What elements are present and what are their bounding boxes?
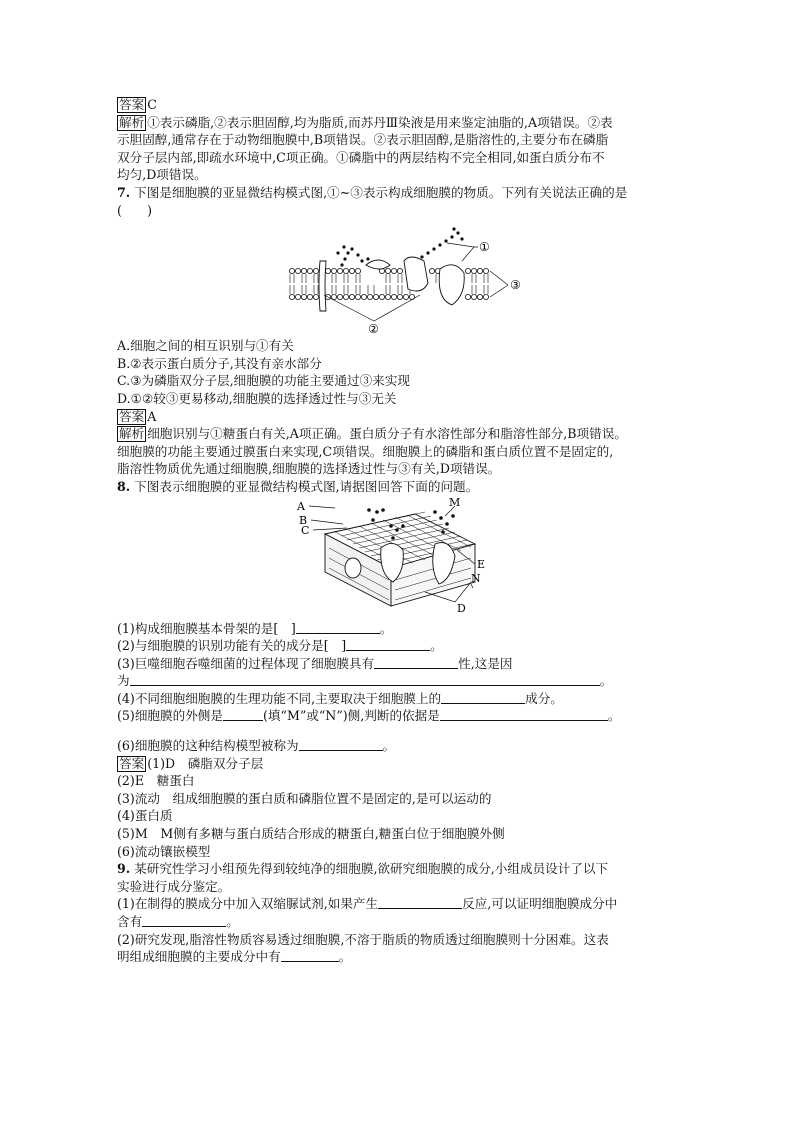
- q6-answer: C: [147, 97, 157, 112]
- answer-blank[interactable]: [378, 896, 462, 909]
- figure-label-d: D: [457, 601, 466, 615]
- figure-label-c: C: [301, 523, 310, 537]
- q8-answer-line: [117, 755, 682, 773]
- answer-tag: 答案: [119, 97, 145, 112]
- q9-sub2: (2)研究发现,脂溶性物质容易透过细胞膜,不溶于脂质的物质透过细胞膜则十分困难。这表: [117, 931, 609, 947]
- exam-page: [117, 96, 682, 966]
- q7-analysis-text: 细胞识别与①糖蛋白有关,A项正确。蛋白质分子有水溶性部分和脂溶性部分,B项错误。: [147, 426, 627, 442]
- q8-sub2-text: (2)与细胞膜的识别功能有关的成分是[ ]: [117, 638, 347, 654]
- q8-stem-text: 下图表示细胞膜的亚显微结构模式图,请据图回答下面的问题。: [134, 478, 479, 494]
- q8-sub3-text: (3)巨噬细胞吞噬细菌的过程体现了细胞膜具有: [117, 655, 375, 671]
- q8-sub4: [117, 690, 682, 708]
- answer-blank[interactable]: [374, 656, 458, 669]
- answer-blank[interactable]: [296, 621, 380, 634]
- answer-blank[interactable]: [299, 738, 383, 751]
- answer-blank[interactable]: [441, 691, 525, 704]
- q8-stem: [117, 478, 682, 496]
- protein-left: [319, 261, 326, 311]
- answer-blank[interactable]: [142, 914, 226, 927]
- analysis-tag: 解析: [119, 114, 145, 130]
- q9-sub1-end: 。: [226, 914, 239, 929]
- q8-sub3-line2-text: 为: [117, 673, 130, 689]
- figure-label-n: N: [471, 571, 481, 585]
- answer-tag: 答案: [119, 755, 145, 771]
- q8-sub6: [117, 737, 682, 755]
- figure-label-2: ②: [368, 322, 379, 336]
- q9-sub1: [117, 895, 682, 913]
- q9-sub1-text: (1)在制得的膜成分中加入双缩脲试剂,如果产生: [117, 896, 379, 912]
- q6-analysis-line: [117, 114, 682, 132]
- q7-analysis-line: [117, 425, 682, 443]
- q8-sub3-end: 。: [599, 673, 613, 689]
- q9-stem-line2: 实验进行成分鉴定。: [117, 878, 231, 894]
- q8-sub2-end: 。: [430, 638, 443, 654]
- q8-sub2: [117, 637, 682, 655]
- q8-sub3-mid: 性,这是因: [458, 655, 513, 671]
- q8-sub6-end: 。: [382, 738, 396, 754]
- protein-a: [345, 558, 361, 578]
- q9-sub2-end: 。: [338, 949, 352, 965]
- cell-membrane-figure-1: [282, 225, 522, 335]
- analysis-tag: 解析: [119, 426, 145, 442]
- q7-stem-text: 下图是细胞膜的亚显微结构模式图,①~③表示构成细胞膜的物质。下列有关说法正确的是: [134, 184, 628, 200]
- q8-sub3: [117, 655, 682, 673]
- q9-stem: [117, 860, 682, 878]
- answer-blank[interactable]: [130, 673, 600, 686]
- figure-label-b: B: [299, 513, 308, 527]
- figure-label-e: E: [477, 557, 486, 571]
- q8-sub4-text: (4)不同细胞细胞膜的生理功能不同,主要取决于细胞膜上的: [117, 690, 442, 706]
- q8-sub5-mid: (填“M”或“N”)侧,判断的依据是: [263, 708, 440, 724]
- glycan-chain-left: [336, 246, 369, 267]
- answer-blank[interactable]: [346, 638, 430, 651]
- q8-sub1-text: (1)构成细胞膜基本骨架的是[ ]: [117, 620, 296, 636]
- q7-option-a: A.细胞之间的相互识别与①有关: [117, 338, 294, 354]
- q8-sub1-end: 。: [379, 620, 393, 636]
- q8-answer-4: (4)蛋白质: [117, 808, 173, 824]
- q7-analysis-text: 细胞膜的功能主要通过膜蛋白来实现,C项错误。细胞膜上的磷脂和蛋白质位置不是固定的,: [117, 443, 614, 459]
- protein-right: [439, 265, 464, 305]
- glycan-chain-right: [420, 228, 463, 259]
- q9-number: 9.: [117, 861, 131, 877]
- q6-analysis-text: 均匀,D项错误。: [117, 167, 207, 183]
- q8-answer-2: (2)E 糖蛋白: [117, 773, 195, 789]
- answer-blank[interactable]: [440, 708, 608, 721]
- q9-sub2-line2: [117, 948, 682, 966]
- q8-answer-1: (1)D 磷脂双分子层: [147, 755, 264, 771]
- q6-analysis-text: ①表示磷脂,②表示胆固醇,均为脂质,而苏丹Ⅲ染液是用来鉴定油脂的,A项错误。②表: [147, 114, 613, 130]
- q7-analysis-text: 脂溶性物质优先通过细胞膜,细胞膜的选择透过性与③有关,D项错误。: [117, 461, 501, 477]
- q7-option-d: D.①②较③更易移动,细胞膜的选择透过性与③无关: [117, 390, 397, 406]
- q9-sub1-line2-text: 含有: [117, 914, 143, 929]
- figure-label-1: ①: [479, 240, 490, 255]
- figure-label-3: ③: [510, 278, 521, 293]
- answer-blank[interactable]: [223, 708, 263, 721]
- q6-analysis-text: 双分子层内部,即疏水环境中,C项正确。①磷脂中的两层结构不完全相同,如蛋白质分布不: [117, 149, 605, 165]
- cell-membrane-figure-2: [295, 498, 505, 616]
- answer-blank[interactable]: [281, 949, 339, 962]
- q8-sub4-end: 成分。: [525, 690, 563, 706]
- answer-tag: 答案: [119, 408, 145, 424]
- figure-label-a: A: [297, 499, 305, 513]
- q8-sub5: [117, 707, 682, 725]
- q7-option-b: B.②表示蛋白质分子,其没有亲水部分: [117, 355, 322, 371]
- q7-answer: A: [147, 408, 157, 424]
- q6-analysis-text: 示胆固醇,通常存在于动物细胞膜中,B项错误。②表示胆固醇,是脂溶性的,主要分布在磷脂: [117, 132, 609, 148]
- protein-top: [366, 260, 390, 269]
- q8-sub5-text: (5)细胞膜的外侧是: [117, 708, 223, 724]
- q9-sub1-line2: [117, 913, 682, 931]
- q8-answer-6: (6)流动镶嵌模型: [117, 843, 211, 859]
- q9-sub1-mid: 反应,可以证明细胞膜成分中: [462, 896, 618, 912]
- q7-answer-line: [117, 408, 682, 426]
- q8-sub5-end: 。: [607, 708, 621, 724]
- q7-stem: [117, 184, 682, 202]
- q8-answer-3: (3)流动 组成细胞膜的蛋白质和磷脂位置不是固定的,是可以运动的: [117, 790, 492, 806]
- q7-option-c: C.③为磷脂双分子层,细胞膜的功能主要通过③来实现: [117, 373, 410, 389]
- q8-sub1: [117, 620, 682, 638]
- q9-stem-text: 某研究性学习小组预先得到较纯净的细胞膜,欲研究细胞膜的成分,小组成员设计了以下: [134, 861, 609, 877]
- q7-number: 7.: [117, 184, 131, 200]
- q8-sub3-line2: [117, 672, 682, 690]
- figure-label-m: M: [449, 497, 461, 509]
- q8-number: 8.: [117, 478, 131, 494]
- q7-paren: ( ): [117, 202, 153, 218]
- q8-sub6-text: (6)细胞膜的这种结构模型被称为: [117, 738, 299, 754]
- q6-answer-line: [117, 96, 682, 114]
- q9-sub2-line2-text: 明组成细胞膜的主要成分中有: [117, 949, 281, 965]
- q8-answer-5: (5)M M侧有多糖与蛋白质结合形成的糖蛋白,糖蛋白位于细胞膜外侧: [117, 826, 505, 842]
- protein-middle: [404, 257, 428, 291]
